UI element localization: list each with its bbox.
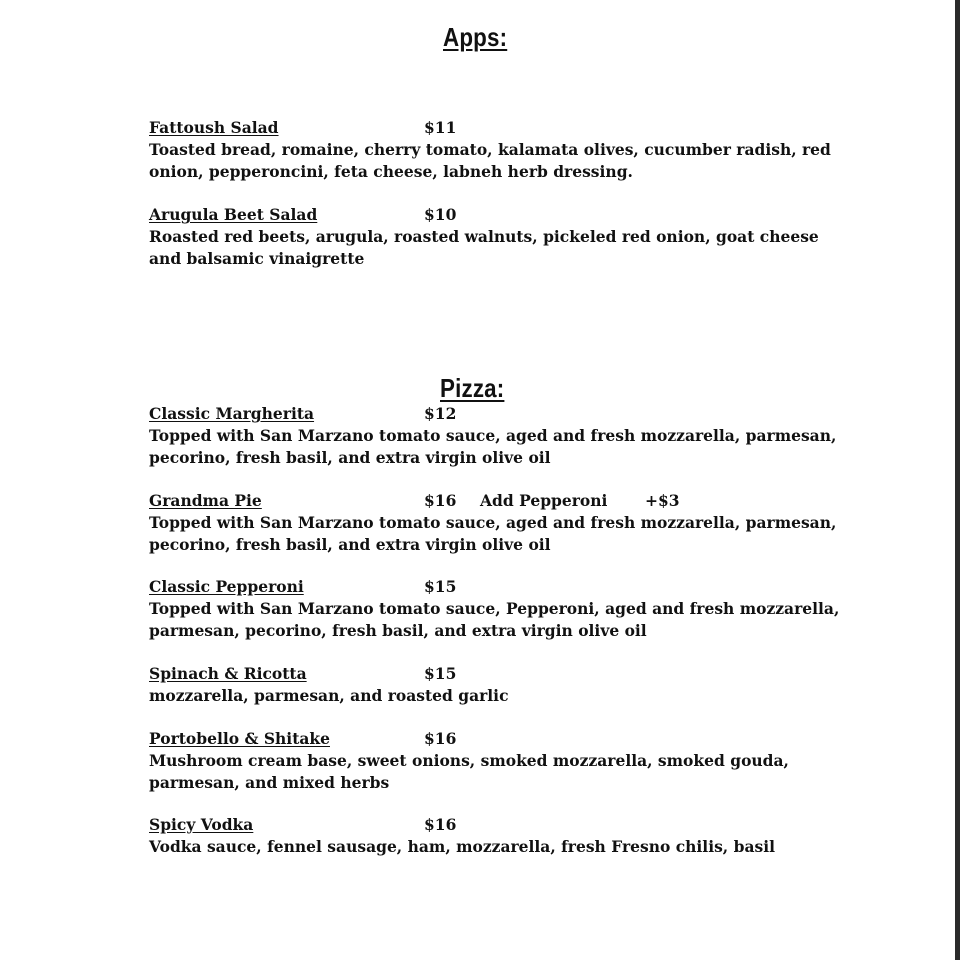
item-price: $15 (424, 577, 457, 596)
item-description: Roasted red beets, arugula, roasted walnuts, pickeled red onion, goat cheese and balsamic vinaigrette (149, 227, 819, 268)
item-description: Vodka sauce, fennel sausage, ham, mozzarella, fresh Fresno chilis, basil (149, 837, 775, 856)
item-name: Grandma Pie (149, 491, 262, 510)
apps-heading: Apps: (443, 22, 508, 52)
add-on-label: Add Pepperoni (480, 491, 608, 510)
menu-item-arugula-beet-salad (149, 204, 849, 270)
item-price: $16 (424, 815, 457, 834)
menu-item-spicy-vodka (149, 814, 849, 858)
item-description: mozzarella, parmesan, and roasted garlic (149, 686, 509, 705)
pizza-heading: Pizza: (440, 373, 505, 403)
item-name: Spinach & Ricotta (149, 664, 307, 683)
item-price: $11 (424, 118, 457, 137)
menu-item-classic-margherita (149, 403, 849, 469)
menu-item-fattoush-salad (149, 117, 849, 183)
menu-item-spinach-ricotta (149, 663, 849, 707)
item-description: Topped with San Marzano tomato sauce, Pepperoni, aged and fresh mozzarella, parmesan, pecorino, fresh basil, and extra virgin olive oil (149, 599, 840, 640)
page-edge-border (955, 0, 960, 960)
item-name: Fattoush Salad (149, 118, 279, 137)
item-description: Mushroom cream base, sweet onions, smoked mozzarella, smoked gouda, parmesan, and mixed herbs (149, 751, 789, 792)
menu-item-portobello-shitake (149, 728, 849, 794)
item-price: $16 (424, 729, 457, 748)
item-name: Classic Margherita (149, 404, 315, 423)
item-name: Spicy Vodka (149, 815, 254, 834)
item-name: Arugula Beet Salad (149, 205, 318, 224)
add-on-price: +$3 (645, 491, 680, 510)
item-name: Classic Pepperoni (149, 577, 304, 596)
item-name: Portobello & Shitake (149, 729, 330, 748)
item-price: $15 (424, 664, 457, 683)
item-price: $16 (424, 491, 457, 510)
item-description: Topped with San Marzano tomato sauce, aged and fresh mozzarella, parmesan, pecorino, fresh basil, and extra virgin olive oil (149, 426, 837, 467)
menu-item-classic-pepperoni (149, 576, 849, 642)
item-description: Topped with San Marzano tomato sauce, aged and fresh mozzarella, parmesan, pecorino, fresh basil, and extra virgin olive oil (149, 513, 837, 554)
item-description: Toasted bread, romaine, cherry tomato, kalamata olives, cucumber radish, red onion, pepperoncini, feta cheese, labneh herb dressing. (149, 140, 831, 181)
item-price: $12 (424, 404, 457, 423)
menu-item-grandma-pie (149, 490, 849, 556)
item-price: $10 (424, 205, 457, 224)
